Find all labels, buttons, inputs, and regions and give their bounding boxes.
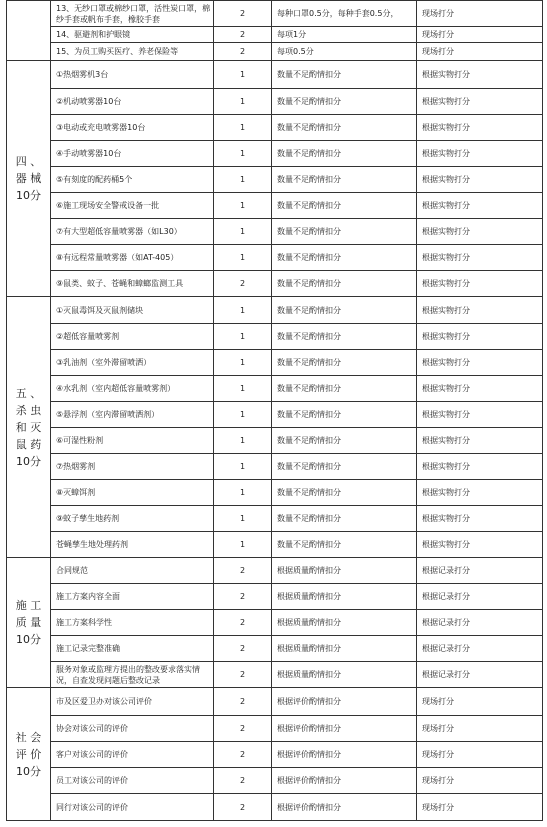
- standard-cell: 根据质量酌情扣分: [272, 584, 417, 610]
- standard-cell: 数量不足酌情扣分: [272, 141, 417, 167]
- method-cell: 根据实物打分: [417, 245, 543, 271]
- category-label: 和 灭: [15, 420, 42, 434]
- method-cell: 根据实物打分: [417, 297, 543, 324]
- item-cell: 员工对该公司的评价: [51, 768, 214, 794]
- standard-cell: 根据质量酌情扣分: [272, 636, 417, 662]
- score-cell: 2: [214, 742, 272, 768]
- method-cell: 根据实物打分: [417, 219, 543, 245]
- score-cell: 1: [214, 61, 272, 89]
- score-cell: 1: [214, 350, 272, 376]
- item-cell: 施工记录完整准确: [51, 636, 214, 662]
- score-cell: 2: [214, 794, 272, 821]
- method-cell: 现场打分: [417, 1, 543, 27]
- item-cell: 施工方案科学性: [51, 610, 214, 636]
- item-cell: 同行对该公司的评价: [51, 794, 214, 821]
- table-row: [7, 742, 543, 768]
- item-cell: 苍蝇孳生地处理药剂: [51, 532, 214, 558]
- category-label: 10分: [16, 454, 41, 468]
- table-row: [7, 402, 543, 428]
- category-cell: [7, 688, 51, 821]
- standard-cell: 根据质量酌情扣分: [272, 558, 417, 584]
- item-cell: ⑥施工现场安全警戒设备一批: [51, 193, 214, 219]
- standard-cell: 数量不足酌情扣分: [272, 376, 417, 402]
- table-row: [7, 584, 543, 610]
- item-cell: ⑥可湿性粉剂: [51, 428, 214, 454]
- table-row: [7, 768, 543, 794]
- standard-cell: 数量不足酌情扣分: [272, 271, 417, 297]
- category-cell: [7, 1, 51, 61]
- table-row: [7, 61, 543, 89]
- category-cell: [7, 61, 51, 297]
- table-row: [7, 558, 543, 584]
- category-cell: [7, 297, 51, 558]
- scoring-table-body: [7, 1, 543, 821]
- category-label: 器 械: [15, 172, 42, 185]
- standard-cell: 数量不足酌情扣分: [272, 506, 417, 532]
- score-cell: 1: [214, 89, 272, 115]
- score-cell: 2: [214, 768, 272, 794]
- table-row: [7, 506, 543, 532]
- table-row: [7, 141, 543, 167]
- method-cell: 现场打分: [417, 688, 543, 716]
- category-label: 四 、: [15, 155, 42, 168]
- table-row: [7, 688, 543, 716]
- standard-cell: 根据评价酌情扣分: [272, 742, 417, 768]
- item-cell: ②超低容量喷雾剂: [51, 324, 214, 350]
- score-cell: 2: [214, 584, 272, 610]
- method-cell: 根据实物打分: [417, 193, 543, 219]
- item-cell: 市及区爱卫办对该公司评价: [51, 688, 214, 716]
- method-cell: 根据实物打分: [417, 454, 543, 480]
- item-cell: 协会对该公司的评价: [51, 716, 214, 742]
- standard-cell: 数量不足酌情扣分: [272, 89, 417, 115]
- table-row: [7, 662, 543, 688]
- table-row: [7, 43, 543, 61]
- score-cell: 1: [214, 428, 272, 454]
- standard-cell: 每项1分: [272, 27, 417, 43]
- standard-cell: 数量不足酌情扣分: [272, 324, 417, 350]
- score-cell: 2: [214, 636, 272, 662]
- method-cell: 根据记录打分: [417, 610, 543, 636]
- method-cell: 根据实物打分: [417, 480, 543, 506]
- score-cell: 1: [214, 480, 272, 506]
- table-row: [7, 89, 543, 115]
- category-label: 10分: [16, 189, 41, 202]
- category-label: 10分: [16, 633, 41, 646]
- item-cell: ④手动喷雾器10台: [51, 141, 214, 167]
- table-row: [7, 324, 543, 350]
- category-label: 质 量: [15, 616, 42, 629]
- category-label: 杀 虫: [15, 403, 42, 417]
- table-row: [7, 636, 543, 662]
- score-cell: 2: [214, 610, 272, 636]
- item-cell: ⑤悬浮剂（室内滞留喷洒剂）: [51, 402, 214, 428]
- method-cell: 现场打分: [417, 742, 543, 768]
- method-cell: 根据实物打分: [417, 428, 543, 454]
- method-cell: 根据实物打分: [417, 141, 543, 167]
- item-cell: 15、为员工购买医疗、养老保险等: [51, 43, 214, 61]
- table-row: [7, 193, 543, 219]
- item-cell: ④水乳剂（室内超低容量喷雾剂）: [51, 376, 214, 402]
- standard-cell: 每种口罩0.5分，每种手套0.5分，: [272, 1, 417, 27]
- score-cell: 1: [214, 506, 272, 532]
- score-cell: 1: [214, 376, 272, 402]
- standard-cell: 每项0.5分: [272, 43, 417, 61]
- standard-cell: 数量不足酌情扣分: [272, 61, 417, 89]
- method-cell: 现场打分: [417, 27, 543, 43]
- standard-cell: 数量不足酌情扣分: [272, 245, 417, 271]
- standard-cell: 根据评价酌情扣分: [272, 768, 417, 794]
- table-row: [7, 167, 543, 193]
- item-cell: 服务对象或监理方提出的整改要求落实情况，自查发现问题后整改记录: [51, 662, 214, 688]
- standard-cell: 根据评价酌情扣分: [272, 716, 417, 742]
- item-cell: ⑦热烟雾剂: [51, 454, 214, 480]
- score-cell: 2: [214, 558, 272, 584]
- score-cell: 1: [214, 245, 272, 271]
- score-cell: 1: [214, 532, 272, 558]
- standard-cell: 数量不足酌情扣分: [272, 402, 417, 428]
- table-row: [7, 376, 543, 402]
- table-row: [7, 115, 543, 141]
- table-row: [7, 219, 543, 245]
- method-cell: 根据记录打分: [417, 584, 543, 610]
- table-row: [7, 27, 543, 43]
- item-cell: 13、无纱口罩或棉纱口罩，活性炭口罩，棉纱手套或帆布手套，橡胶手套: [51, 1, 214, 27]
- category-label: 10分: [16, 764, 41, 778]
- score-cell: 1: [214, 193, 272, 219]
- table-row: [7, 610, 543, 636]
- standard-cell: 根据质量酌情扣分: [272, 662, 417, 688]
- standard-cell: 数量不足酌情扣分: [272, 532, 417, 558]
- standard-cell: 数量不足酌情扣分: [272, 167, 417, 193]
- category-cell: [7, 558, 51, 688]
- score-cell: 1: [214, 324, 272, 350]
- category-label: 五 、: [15, 386, 42, 400]
- item-cell: ⑦有大型超低容量喷雾器（如L30）: [51, 219, 214, 245]
- category-label: 评 价: [15, 747, 42, 761]
- item-cell: ③乳油剂（室外滞留喷洒）: [51, 350, 214, 376]
- score-cell: 1: [214, 454, 272, 480]
- table-row: [7, 297, 543, 324]
- item-cell: ⑧有远程常量喷雾器（如AT-405）: [51, 245, 214, 271]
- item-cell: ①热烟雾机3台: [51, 61, 214, 89]
- category-label: 社 会: [15, 730, 42, 744]
- score-cell: 1: [214, 219, 272, 245]
- standard-cell: 数量不足酌情扣分: [272, 297, 417, 324]
- score-cell: 2: [214, 27, 272, 43]
- scoring-table: [6, 0, 543, 821]
- table-row: [7, 245, 543, 271]
- score-cell: 1: [214, 141, 272, 167]
- table-row: [7, 716, 543, 742]
- table-row: [7, 532, 543, 558]
- method-cell: 根据实物打分: [417, 376, 543, 402]
- score-cell: 2: [214, 271, 272, 297]
- method-cell: 根据实物打分: [417, 324, 543, 350]
- item-cell: ③电动或充电喷雾器10台: [51, 115, 214, 141]
- score-cell: 1: [214, 297, 272, 324]
- item-cell: 合同规范: [51, 558, 214, 584]
- item-cell: ⑤有刻度的配药桶5个: [51, 167, 214, 193]
- method-cell: 现场打分: [417, 716, 543, 742]
- item-cell: ⑧灭蟑饵剂: [51, 480, 214, 506]
- method-cell: 根据实物打分: [417, 167, 543, 193]
- method-cell: 根据实物打分: [417, 271, 543, 297]
- score-cell: 1: [214, 167, 272, 193]
- method-cell: 根据实物打分: [417, 402, 543, 428]
- method-cell: 根据实物打分: [417, 89, 543, 115]
- category-label: 施 工: [15, 599, 42, 612]
- item-cell: ⑨鼠类、蚊子、苍蝇和蟑螂监测工具: [51, 271, 214, 297]
- item-cell: 客户对该公司的评价: [51, 742, 214, 768]
- score-cell: 1: [214, 402, 272, 428]
- score-cell: 2: [214, 43, 272, 61]
- standard-cell: 数量不足酌情扣分: [272, 480, 417, 506]
- standard-cell: 数量不足酌情扣分: [272, 115, 417, 141]
- method-cell: 根据实物打分: [417, 532, 543, 558]
- standard-cell: 数量不足酌情扣分: [272, 193, 417, 219]
- item-cell: ⑨蚊子孳生地药剂: [51, 506, 214, 532]
- method-cell: 根据记录打分: [417, 558, 543, 584]
- method-cell: 现场打分: [417, 794, 543, 821]
- method-cell: 根据实物打分: [417, 61, 543, 89]
- standard-cell: 根据评价酌情扣分: [272, 688, 417, 716]
- score-cell: 2: [214, 1, 272, 27]
- item-cell: 14、驱避剂和护眼镜: [51, 27, 214, 43]
- score-cell: 2: [214, 688, 272, 716]
- table-row: [7, 271, 543, 297]
- method-cell: 现场打分: [417, 768, 543, 794]
- standard-cell: 数量不足酌情扣分: [272, 454, 417, 480]
- method-cell: 根据记录打分: [417, 662, 543, 688]
- standard-cell: 数量不足酌情扣分: [272, 428, 417, 454]
- score-cell: 1: [214, 115, 272, 141]
- method-cell: 根据实物打分: [417, 506, 543, 532]
- table-row: [7, 428, 543, 454]
- table-row: [7, 350, 543, 376]
- standard-cell: 根据质量酌情扣分: [272, 610, 417, 636]
- category-label: 鼠 药: [15, 437, 42, 451]
- table-row: [7, 794, 543, 821]
- table-row: [7, 1, 543, 27]
- item-cell: 施工方案内容全面: [51, 584, 214, 610]
- method-cell: 根据实物打分: [417, 350, 543, 376]
- item-cell: ②机动喷雾器10台: [51, 89, 214, 115]
- standard-cell: 根据评价酌情扣分: [272, 794, 417, 821]
- table-row: [7, 480, 543, 506]
- item-cell: ①灭鼠毒饵及灭鼠剂储块: [51, 297, 214, 324]
- score-cell: 2: [214, 662, 272, 688]
- standard-cell: 数量不足酌情扣分: [272, 219, 417, 245]
- table-row: [7, 454, 543, 480]
- method-cell: 根据记录打分: [417, 636, 543, 662]
- score-cell: 2: [214, 716, 272, 742]
- method-cell: 根据实物打分: [417, 115, 543, 141]
- method-cell: 现场打分: [417, 43, 543, 61]
- standard-cell: 数量不足酌情扣分: [272, 350, 417, 376]
